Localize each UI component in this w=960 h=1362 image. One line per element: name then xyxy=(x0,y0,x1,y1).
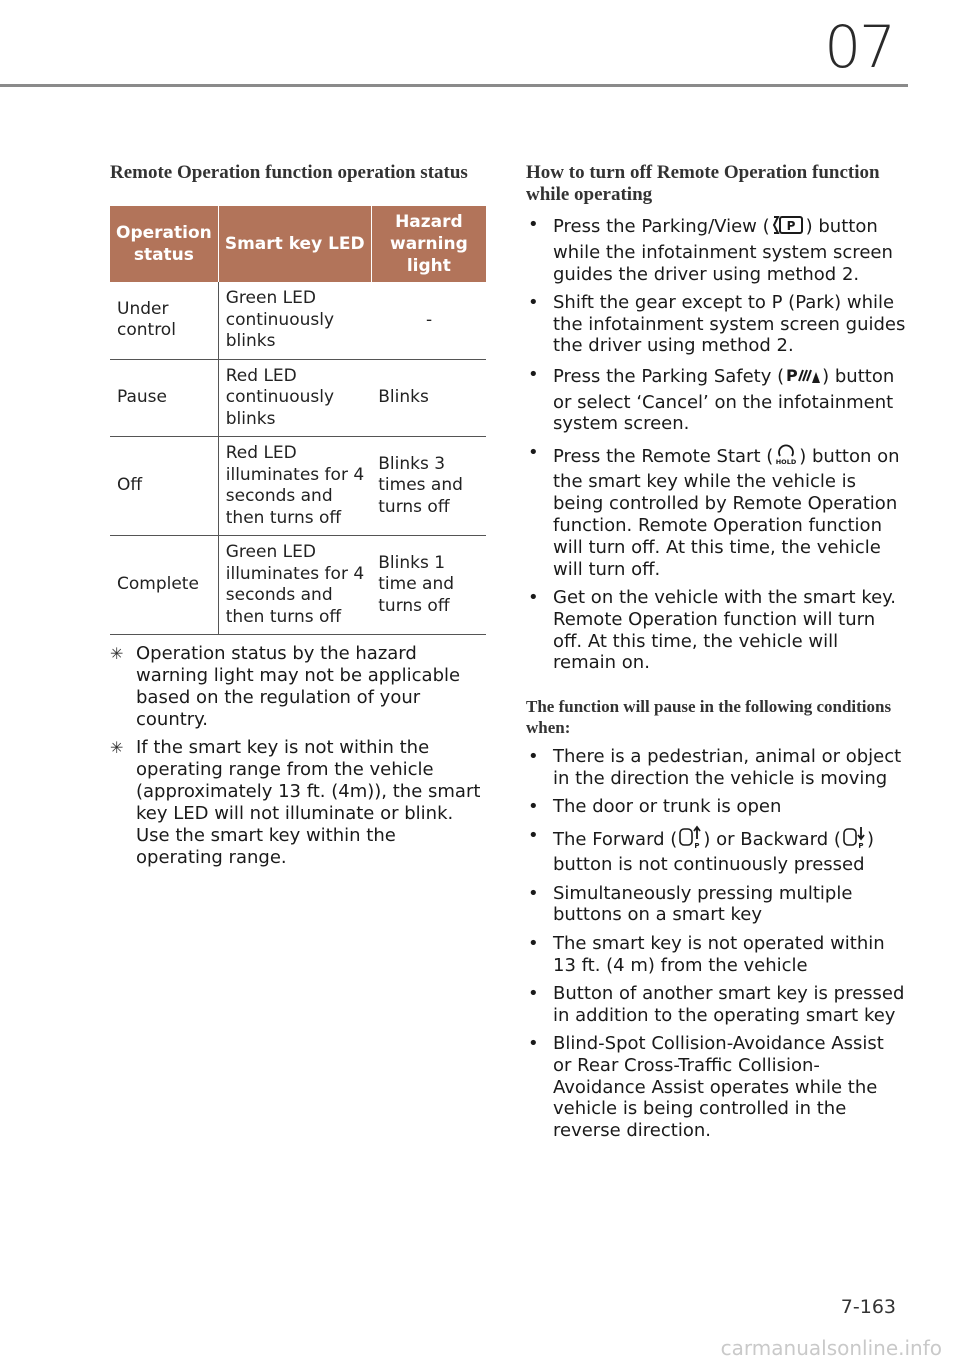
asterisk-icon: ✳ xyxy=(110,738,124,757)
section-title-turn-off: How to turn off Remote Operation function while operating xyxy=(526,162,880,205)
table-cell: - xyxy=(371,282,486,359)
bullet: • xyxy=(528,824,539,846)
bullet: • xyxy=(528,746,539,768)
bullet: • xyxy=(528,982,539,1004)
item-text: Get on the vehicle with the smart key. Remote Operation function will turn off. At this time, the vehicle will remain on. xyxy=(553,586,896,674)
item-text: The Forward ( xyxy=(553,828,678,850)
item-text: The door or trunk is open xyxy=(553,796,782,818)
note xyxy=(110,737,486,869)
list-item xyxy=(526,746,906,790)
table-row xyxy=(110,359,486,437)
item-text: ) or Backward ( xyxy=(703,828,841,850)
list-item xyxy=(526,983,906,1027)
svg-text:HOLD: HOLD xyxy=(775,457,797,466)
table-cell: Red LED illuminates for 4 seconds and then turns off xyxy=(218,437,371,536)
asterisk-icon: ✳ xyxy=(110,644,124,663)
item-text: ) button or select ‘Cancel’ on the infotainment system screen. xyxy=(553,365,895,435)
table-row xyxy=(110,282,486,359)
bullet: • xyxy=(528,586,539,608)
table-cell: Blinks 1 time and turns off xyxy=(371,536,486,635)
item-text: ) button is not continuously pressed xyxy=(553,828,874,876)
parking-safety-icon xyxy=(784,364,822,392)
item-text: Press the Remote Start ( xyxy=(553,445,774,467)
header-divider xyxy=(0,84,908,87)
list-item xyxy=(526,214,906,285)
item-text: Shift the gear except to P (Park) while the infotainment system screen guides the driver using method 2. xyxy=(553,291,906,357)
table-cell: Green LED continuously blinks xyxy=(218,282,371,359)
list-item xyxy=(526,364,906,435)
bullet: • xyxy=(528,441,539,463)
table-cell: Red LED continuously blinks xyxy=(218,359,371,437)
list-item xyxy=(526,292,906,357)
bullet: • xyxy=(528,363,539,385)
right-column xyxy=(526,162,906,1148)
section-title-status: Remote Operation function operation status xyxy=(110,162,468,183)
bullet: • xyxy=(528,796,539,818)
table-cell: Complete xyxy=(110,536,218,635)
item-text: The smart key is not operated within 13 ft. (4 m) from the vehicle xyxy=(553,932,885,976)
pause-conditions-list xyxy=(526,746,906,1142)
backward-icon xyxy=(841,825,867,855)
column-header: Hazard warning light xyxy=(371,206,486,282)
page-number: 7-163 xyxy=(840,1296,896,1318)
item-text: Button of another smart key is pressed in addition to the operating smart key xyxy=(553,982,905,1026)
item-text: Simultaneously pressing multiple buttons on a smart key xyxy=(553,882,853,926)
remote-start-hold-icon xyxy=(773,442,799,472)
note xyxy=(110,643,486,731)
left-column xyxy=(110,162,486,869)
table-cell: Under control xyxy=(110,282,218,359)
bullet: • xyxy=(528,214,539,235)
bullet: • xyxy=(528,932,539,954)
list-item xyxy=(526,587,906,674)
svg-text:P: P xyxy=(858,841,864,849)
turn-off-list xyxy=(526,214,906,674)
watermark: carmanualsonline.info xyxy=(720,1336,942,1360)
svg-text:P: P xyxy=(694,841,700,849)
svg-text:P: P xyxy=(786,219,796,233)
note-text: Operation status by the hazard warning light may not be applicable based on the regulation of your country. xyxy=(136,643,461,730)
item-text: Blind-Spot Collision-Avoidance Assist or Rear Cross-Traffic Collision-Avoidance Assist operates while the vehicle is being controlled in the reverse direction. xyxy=(553,1032,884,1142)
column-header: Operation status xyxy=(110,206,218,282)
table-row xyxy=(110,536,486,635)
note-text: If the smart key is not within the operating range from the vehicle (approximately 13 ft. (4m)), the smart key LED will not illuminate or blink. Use the smart key within the operating range. xyxy=(136,737,481,868)
table-cell: Pause xyxy=(110,359,218,437)
list-item xyxy=(526,933,906,977)
list-item xyxy=(526,442,906,581)
item-text: Press the Parking/View ( xyxy=(553,216,770,237)
list-item xyxy=(526,796,906,818)
list-item xyxy=(526,1033,906,1142)
bullet: • xyxy=(528,882,539,904)
section-title-pause: The function will pause in the following conditions when: xyxy=(526,697,892,738)
item-text: There is a pedestrian, animal or object in the direction the vehicle is moving xyxy=(553,746,902,789)
parking-view-icon xyxy=(770,214,806,242)
svg-text:P: P xyxy=(786,365,798,385)
table-row xyxy=(110,437,486,536)
forward-icon xyxy=(677,825,703,855)
bullet: • xyxy=(528,291,539,313)
item-text: Press the Parking Safety ( xyxy=(553,365,785,387)
list-item xyxy=(526,883,906,927)
item-text: ) button while the infotainment system screen guides the driver using method 2. xyxy=(553,216,893,285)
column-header: Smart key LED xyxy=(218,206,371,282)
bullet: • xyxy=(528,1032,539,1054)
table-header-row xyxy=(110,206,486,282)
table-cell: Blinks xyxy=(371,359,486,437)
table-cell: Blinks 3 times and turns off xyxy=(371,437,486,536)
item-text: ) button on the smart key while the vehicle is being controlled by Remote Operation function. Remote Operation function will turn off. At this time, the vehicle will turn off. xyxy=(553,445,900,580)
list-item xyxy=(526,825,906,877)
table-cell: Off xyxy=(110,437,218,536)
table-cell: Green LED illuminates for 4 seconds and then turns off xyxy=(218,536,371,635)
status-table xyxy=(110,206,486,635)
chapter-number: 07 xyxy=(824,13,894,81)
